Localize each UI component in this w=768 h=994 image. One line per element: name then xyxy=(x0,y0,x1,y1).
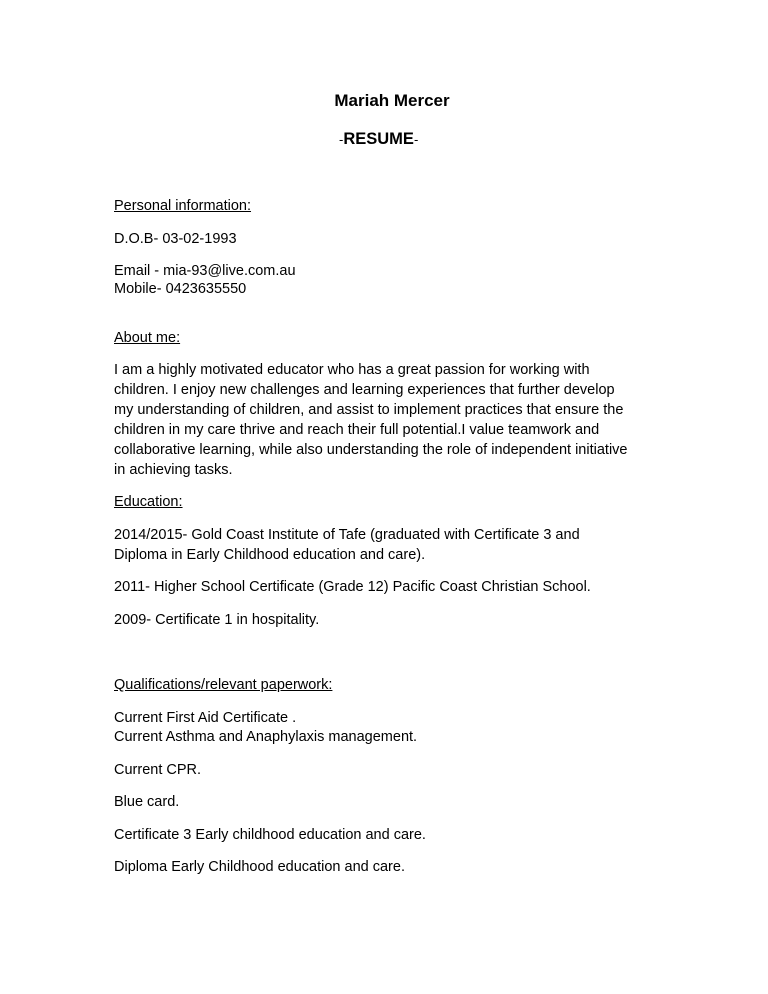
qualification-cpr: Current CPR. xyxy=(114,762,202,778)
about-line: children in my care thrive and reach their full potential.I value teamwork and xyxy=(114,422,600,438)
about-line: children. I enjoy new challenges and learning experiences that further develop xyxy=(114,382,615,398)
qualification-cert3: Certificate 3 Early childhood education and care. xyxy=(114,827,426,843)
mobile-line: Mobile- 0423635550 xyxy=(114,281,247,297)
resume-name: Mariah Mercer xyxy=(334,91,450,110)
resume-title-dash-right: - xyxy=(413,132,419,147)
about-paragraph xyxy=(114,360,659,480)
qualifications-heading: Qualifications/relevant paperwork: xyxy=(114,677,333,693)
education-heading: Education: xyxy=(114,494,183,510)
education-item-1-line-2: Diploma in Early Childhood education and care). xyxy=(114,547,426,563)
resume-title-dash-left: - xyxy=(339,132,344,147)
resume-title-word: RESUME xyxy=(343,130,414,148)
qualification-first-aid: Current First Aid Certificate . xyxy=(114,710,297,726)
resume-title xyxy=(339,130,418,149)
email-line: Email - mia-93@live.com.au xyxy=(114,263,296,279)
personal-heading: Personal information: xyxy=(114,198,252,214)
about-line: my understanding of children, and assist to implement practices that ensure the xyxy=(114,402,624,418)
about-line: in achieving tasks. xyxy=(114,462,233,478)
qualification-blue-card: Blue card. xyxy=(114,794,180,810)
about-line: I am a highly motivated educator who has a great passion for working with xyxy=(114,362,590,378)
qualification-asthma: Current Asthma and Anaphylaxis management. xyxy=(114,729,418,745)
about-line: collaborative learning, while also understanding the role of independent initiative xyxy=(114,442,628,458)
about-heading: About me: xyxy=(114,330,181,346)
education-item-3: 2009- Certificate 1 in hospitality. xyxy=(114,612,320,628)
qualification-diploma: Diploma Early Childhood education and care. xyxy=(114,859,405,875)
dob-line: D.O.B- 03-02-1993 xyxy=(114,231,237,247)
education-item-1-line-1: 2014/2015- Gold Coast Institute of Tafe (graduated with Certificate 3 and xyxy=(114,527,580,543)
education-item-2: 2011- Higher School Certificate (Grade 12) Pacific Coast Christian School. xyxy=(114,579,591,595)
